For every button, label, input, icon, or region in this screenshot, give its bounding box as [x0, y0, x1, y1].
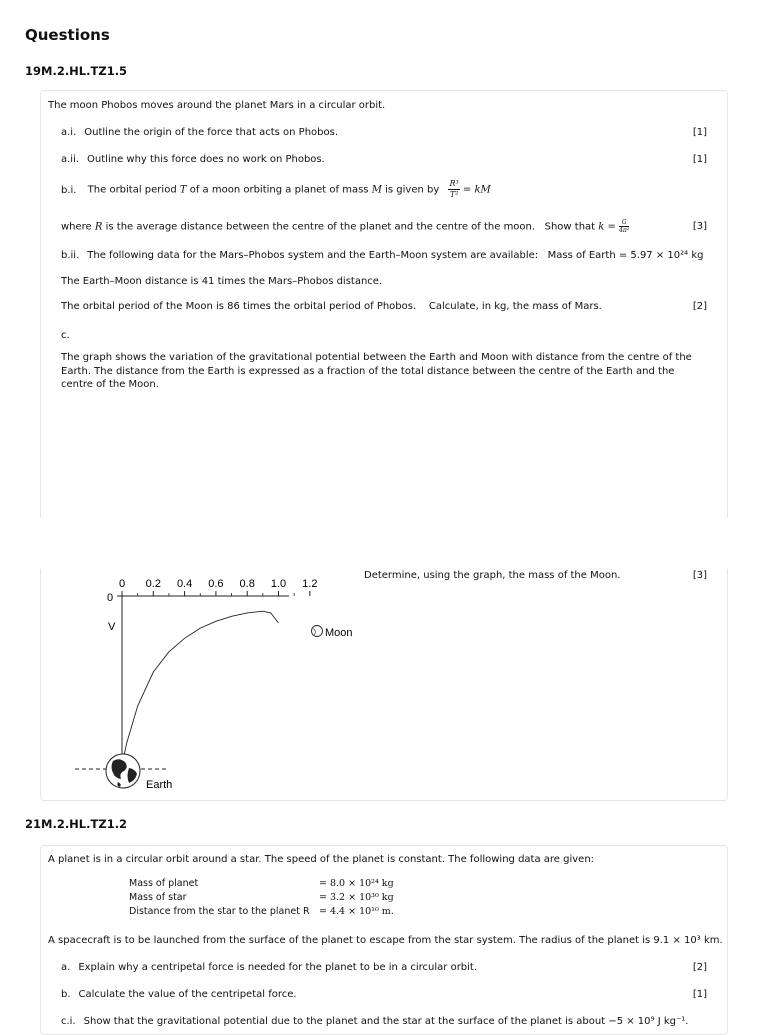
question-id: 21M.2.HL.TZ1.2: [25, 817, 128, 831]
x-tick-label: 0: [118, 578, 126, 590]
variable-R: R: [94, 221, 103, 233]
part-ai: [61, 127, 338, 138]
table-row: [129, 877, 394, 891]
part-label: a.ii.: [61, 154, 80, 165]
question-card-continued: [40, 569, 728, 801]
y-axis-label: V: [108, 621, 116, 633]
table-cell-label: Mass of star: [129, 892, 187, 903]
x-tick-label: 0.6: [208, 578, 224, 590]
part-label: c.i.: [61, 1016, 76, 1027]
part-text: The orbital period: [87, 184, 177, 196]
fraction-denominator: T²: [449, 190, 459, 199]
table-cell-label: Mass of planet: [129, 878, 199, 889]
table-row: [129, 891, 394, 905]
x-tick-label: 0.4: [176, 578, 193, 590]
x-tick-label: 0.8: [239, 578, 255, 590]
part-text: is the average distance between the centre of the planet and the centre of the moon.: [105, 221, 536, 233]
part-label: a.i.: [61, 127, 77, 138]
part-text: where: [61, 221, 92, 233]
x-tick-label: 1.2: [302, 578, 318, 590]
part-label: b.: [61, 989, 71, 1000]
marks: [2]: [692, 301, 707, 312]
earth-icon: [106, 754, 140, 788]
part-label: b.ii.: [61, 250, 80, 261]
x-tick-label: 1.0: [270, 578, 287, 590]
part-c-determine: Determine, using the graph, the mass of the Moon.: [364, 570, 621, 581]
part-b: [61, 989, 297, 1000]
fraction: [448, 179, 459, 200]
part-text: Outline the origin of the force that acts on Phobos.: [84, 127, 339, 138]
marks: [1]: [692, 127, 707, 138]
y-tick-label: 0: [107, 592, 114, 604]
part-text: Mass of Earth = 5.97 × 10²⁴ kg: [547, 250, 704, 261]
part-aii: [61, 154, 325, 165]
x-tick-labels: [119, 578, 318, 590]
potential-graph: [71, 569, 353, 801]
earth-label: Earth: [146, 779, 173, 791]
marks: [1]: [692, 154, 707, 165]
marks: [1]: [692, 989, 707, 1000]
part-a: [61, 962, 477, 973]
part-text: The orbital period of the Moon is 86 times the orbital period of Phobos.: [61, 301, 417, 312]
part-text: Show that: [544, 221, 596, 233]
part-text: Show that the gravitational potential due to the planet and the star at the surface of the planet is about −5 × 10⁹ J kg⁻¹.: [83, 1016, 689, 1027]
part-text: Outline why this force does no work on Phobos.: [87, 154, 325, 165]
part-bii: [61, 250, 703, 261]
part-text: The following data for the Mars–Phobos system and the Earth–Moon system are available:: [87, 250, 539, 261]
part-text: Calculate, in kg, the mass of Mars.: [428, 301, 602, 312]
part-label: b.i.: [61, 184, 77, 196]
variable-M: M: [371, 184, 382, 196]
part-label: a.: [61, 962, 71, 973]
question-card: [40, 90, 728, 518]
variable-k: k =: [598, 221, 616, 233]
question-id: 19M.2.HL.TZ1.5: [25, 64, 128, 78]
marks: [3]: [692, 221, 707, 232]
part-bi: [61, 179, 491, 200]
variable-T: T: [179, 184, 187, 196]
equation-rhs: = kM: [462, 184, 491, 196]
table-cell-label: Distance from the star to the planet R: [129, 906, 310, 917]
table-cell-value: = 4.4 × 10¹⁰ m.: [319, 906, 394, 917]
part-text: Explain why a centripetal force is needed for the planet to be in a circular orbit.: [78, 962, 478, 973]
table-cell-value: = 3.2 × 10³⁰ kg: [319, 892, 394, 903]
table-cell-value: = 8.0 × 10²⁴ kg: [319, 878, 394, 889]
fraction-numerator: G: [619, 219, 629, 227]
part-text: Calculate the value of the centripetal force.: [78, 989, 297, 1000]
question-card: [40, 845, 728, 1035]
table-row: [129, 905, 394, 919]
part-bii-line2: The Earth–Moon distance is 41 times the Mars–Phobos distance.: [61, 276, 383, 287]
part-text: of a moon orbiting a planet of mass: [189, 184, 369, 196]
moon-label: Moon: [325, 627, 353, 639]
part-bi-line2: [61, 219, 629, 234]
marks: [2]: [692, 962, 707, 973]
data-table: [129, 877, 394, 919]
part-label: c.: [61, 330, 70, 341]
part-bii-line3: [61, 301, 602, 312]
fraction-numerator: R³: [449, 179, 459, 188]
question-intro: The moon Phobos moves around the planet Mars in a circular orbit.: [48, 100, 386, 111]
fraction-denominator: 4π²: [619, 227, 630, 234]
x-tick-label: 0.2: [145, 578, 161, 590]
marks: [3]: [692, 570, 707, 581]
part-ci: [61, 1016, 688, 1027]
x-ticks: [122, 591, 310, 596]
part-text: is given by: [385, 184, 440, 196]
potential-curve: [122, 611, 279, 765]
question-intro: A planet is in a circular orbit around a star. The speed of the planet is constant. The following data are given:: [48, 854, 595, 865]
part-c-text: The graph shows the variation of the gravitational potential between the Earth and Moon with distance from the centre of the Earth. The distance from the Earth is expressed as a fraction of the total distance between the centre of the Earth and the centre of the Moon.: [61, 352, 692, 390]
spacecraft-text: A spacecraft is to be launched from the surface of the planet to escape from the star system. The radius of the planet is 9.1 × 10³ km.: [48, 935, 723, 946]
fraction: [619, 219, 629, 234]
moon-icon: [312, 626, 323, 637]
page-title: Questions: [25, 26, 110, 44]
